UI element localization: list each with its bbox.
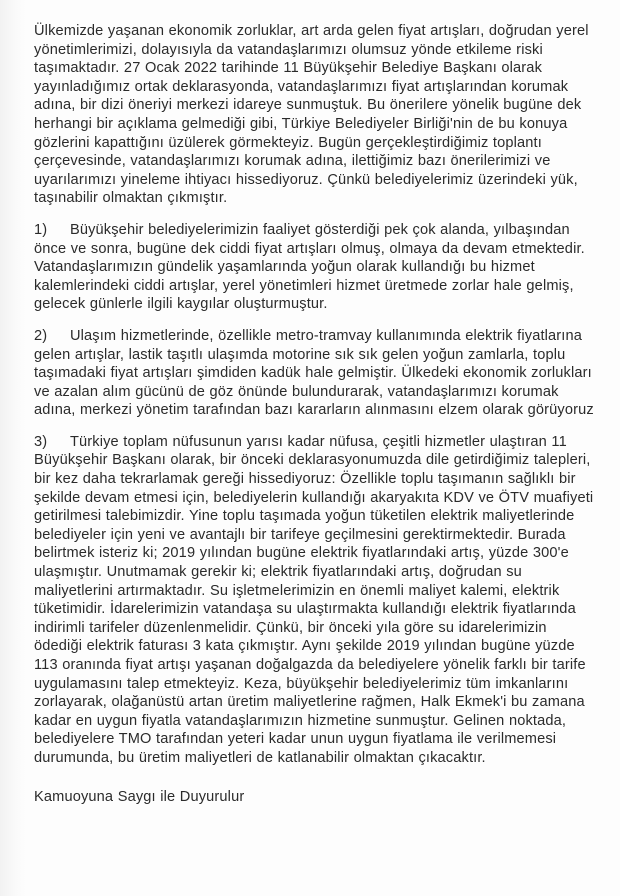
paragraph-intro: Ülkemizde yaşanan ekonomik zorluklar, art arda gelen fiyat artışları, doğrudan yerel yönetimlerimizi, dolayısıyla da vatandaşlarımızı olumsuz yönde etkileme riski taşımaktadır. 27 Ocak 2022 tarihinde 11 Büyükşehir Belediye Başkanı olarak yayınladığımız ortak deklarasyonda, vatandaşlarımızı fiyat artışlarından korumak adına, bir dizi öneriyi merkezi idareye sunmuştuk. Bu önerilere yönelik bugüne dek herhangi bir açıklama gelmediği gibi, Türkiye Belediyeler Birliği'nin de bu konuya gözlerini kapattığını üzülerek görmekteyiz. Bugün gerçekleştirdiğimiz toplantı çerçevesinde, vatandaşlarımızı korumak adına, ilettiğimiz bazı önerilerimizi ve uyarılarımızı yineleme ihtiyacı hissediyoruz. Çünkü belediyelerimiz üzerindeki yük, taşınabilir olmaktan çıkmıştır.	[34, 23, 594, 207]
paragraph-item-1: 1) Büyükşehir belediyelerimizin faaliyet gösterdiği pek çok alanda, yılbaşından önce ve sonra, bugüne dek ciddi fiyat artışları olmuş, olmaya da devam etmektedir. Vatandaşlarımızın gündelik yaşamlarında yoğun olarak kullandığı bu hizmet kalemlerindeki ciddi artışlar, yerel yönetimleri hizmet üretmede zorlar hale gelmiş, gelecek günlerle ilgili kaygılar oluşturmuştur.	[34, 221, 590, 313]
paragraph-item-2: 2) Ulaşım hizmetlerinde, özellikle metro-tramvay kullanımında elektrik fiyatlarına gelen artışlar, lastik taşıtlı ulaşımda motorine sık sık gelen yoğun zamlarla, toplu taşımadaki fiyat artışları şimdiden kadük hale gelmiştir. Ülkedeki ekonomik zorlukları ve azalan alım gücünü de göz önünde bulundurarak, vatandaşlarımızı korumak adına, merkezi yönetim tarafından bazı kararların alınmasını elzem olarak görüyoruz	[34, 327, 597, 419]
paragraph-item-3: 3) Türkiye toplam nüfusunun yarısı kadar nüfusa, çeşitli hizmetler ulaştıran 11 Büyükşehir Başkanı olarak, bir önceki deklarasyonumuzda dile getirdiğimiz talepleri, bir kez daha tekrarlamak gereği hissediyoruz: Özellikle toplu taşımanın sağlıklı bir şekilde devam etmesi için, belediyelerin kullandığı akaryakıta KDV ve ÖTV muafiyeti getirilmesi talebimizdir. Yine toplu taşımada yoğun tüketilen elektrik maliyetlerinde belediyeler için yeni ve avantajlı bir tarifeye geçilmesini gerektirmektedir. Burada belirtmek isteriz ki; 2019 yılından bugüne elektrik fiyatlarındaki artış, yüzde 300'e ulaşmıştır. Unutmamak gerekir ki; elektrik fiyatlarındaki artış, doğrudan su maliyetlerini artırmaktadır. Su işletmelerimizin en önemli maliyet kalemi, elektrik tüketimidir. İdarelerimizin vatandaşa su ulaştırmakta kullandığı elektrik fiyatlarında indirimli tarifeler düzenlenmelidir. Çünkü, bir önceki yıla göre su idarelerimizin ödediği elektrik faturası 3 kata çıkmıştır. Aynı şekilde 2019 yılından bugüne yüzde 113 oranında fiyat artışı yaşanan doğalgazda da belediyelere yönelik farklı bir tarife uygulamasını talep etmekteyiz. Keza, büyükşehir belediyelerimiz tüm imkanlarını zorlayarak, olağanüstü artan üretim maliyetlerine rağmen, Halk Ekmek'i bu zamana kadar en uygun fiyatla vatandaşlarımızın hizmetine sunmuştur. Gelinen noktada, belediyelere TMO tarafından yeteri kadar unun uygun fiyatlama ile verilmemesi durumunda, bu üretim maliyetleri de katlanabilir olmaktan çıkacaktır.	[34, 433, 598, 766]
document-body	[34, 22, 596, 806]
paragraph-closing-salutation: Kamuoyuna Saygı ile Duyurulur	[34, 788, 245, 805]
